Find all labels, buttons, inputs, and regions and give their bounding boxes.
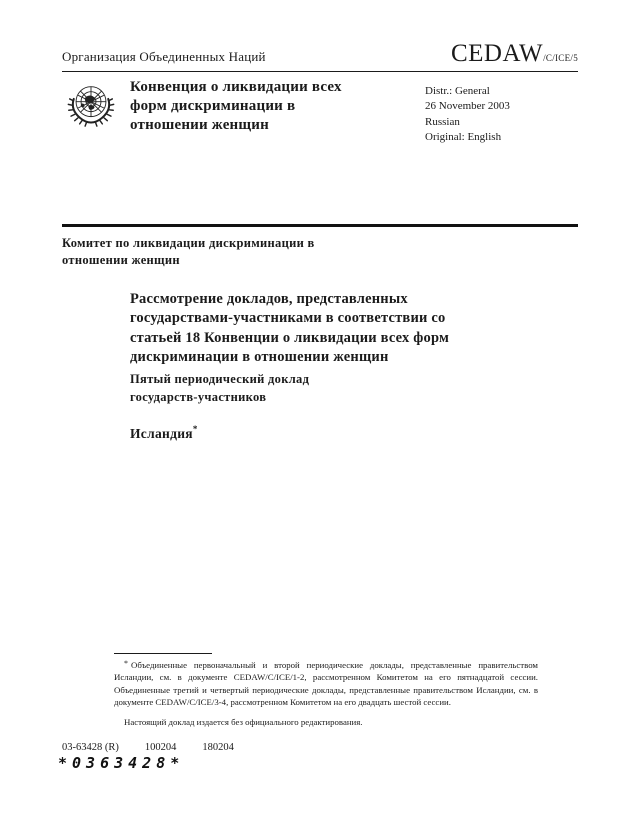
barcode-text: *0363428* bbox=[58, 754, 185, 772]
document-symbol bbox=[451, 40, 578, 68]
footnote-paragraph: Настоящий доклад издается без официального редактирования. bbox=[124, 716, 363, 727]
distribution-block bbox=[425, 84, 510, 146]
section-rule bbox=[62, 224, 578, 227]
report-subheading: Пятый периодический доклад государств-участников bbox=[130, 372, 310, 404]
original-language-line: Original: English bbox=[425, 131, 502, 144]
footnote-rule bbox=[114, 653, 212, 654]
org-name: Организация Объединенных Наций bbox=[62, 49, 266, 64]
footnote-paragraph: * Объединенные первоначальный и второй периодические доклады, представленные правительством Исландии, см. в документе CEDAW/C/ICE/1-2, рассмотренном Комитетом на его пятнадцатой сессии. Объединенные третий и четвертый периодические доклады, представленные правительством Исландии, см. в документе CEDAW/C/ICE/3-4, рассмотренном Комитетом на его двадцать шестой сессии. bbox=[114, 659, 538, 708]
footnote-reference-marker: * bbox=[192, 424, 198, 434]
language-line: Russian bbox=[425, 115, 460, 128]
convention-title: Конвенция о ликвидации всех форм дискриминации в отношении женщин bbox=[130, 79, 342, 133]
document-symbol-main: CEDAW bbox=[450, 40, 544, 67]
country-name: Исландия* bbox=[130, 424, 198, 441]
un-emblem-icon bbox=[62, 79, 120, 137]
processing-code-1: 100204 bbox=[144, 742, 177, 753]
document-id: 03-63428 (R) bbox=[62, 742, 119, 753]
document-symbol-suffix: /C/ICE/5 bbox=[543, 53, 578, 63]
footnote-marker: * bbox=[124, 659, 128, 668]
date-line: 26 November 2003 bbox=[425, 100, 510, 113]
report-heading: Рассмотрение докладов, представленных государствами-участниками в соответствии со статьей 18 Конвенции о ликвидации всех форм дискриминации в отношении женщин bbox=[130, 291, 450, 365]
processing-code-2: 180204 bbox=[202, 742, 234, 753]
footnote-block bbox=[114, 658, 538, 735]
header-rule bbox=[62, 71, 578, 72]
distr-line: Distr.: General bbox=[425, 85, 490, 97]
committee-heading: Комитет по ликвидации дискриминации в отношении женщин bbox=[62, 236, 315, 267]
document-id-line bbox=[62, 742, 234, 753]
